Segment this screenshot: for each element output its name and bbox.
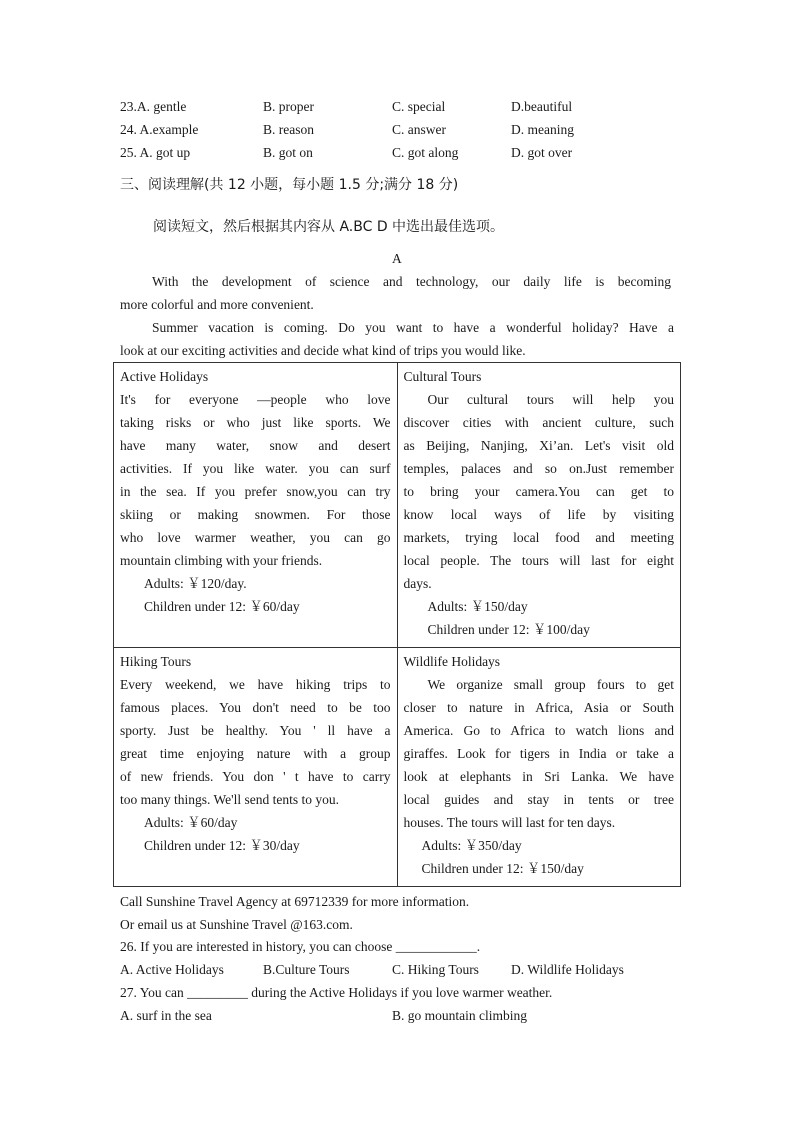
adult-price: Adults: ￥60/day	[144, 815, 238, 830]
option-b: B. proper	[263, 99, 314, 114]
box-line: closer to nature in Africa, Asia or South	[403, 700, 674, 715]
box-line: local people. The tours will last for eight	[403, 553, 674, 568]
contact-call: Call Sunshine Travel Agency at 69712339 for more information.	[120, 894, 470, 909]
option-a: 23.A. gentle	[120, 99, 187, 114]
adult-price: Adults: ￥120/day.	[144, 576, 247, 591]
box-line: days.	[403, 576, 432, 591]
adult-price: Adults: ￥150/day	[427, 599, 528, 614]
hiking-tours-box	[114, 648, 398, 887]
passage-label: A	[392, 251, 402, 266]
box-line: great time enjoying nature with a group	[120, 746, 391, 761]
option-a: A. Active Holidays	[120, 962, 224, 977]
option-b: B. got on	[263, 145, 313, 160]
trips-table	[113, 362, 681, 887]
box-line: giraffes. Look for tigers in India or take a	[403, 746, 674, 761]
option-a: 25. A. got up	[120, 145, 191, 160]
box-line: temples, palaces and so on.Just remember	[403, 461, 674, 476]
intro-paragraph-2-line-1: Summer vacation is coming. Do you want to have a wonderful holiday? Have a	[152, 320, 674, 335]
box-line: Every weekend, we have hiking trips to	[120, 677, 391, 692]
box-line: look at elephants in Sri Lanka. We have	[403, 769, 674, 784]
question-26-stem: 26. If you are interested in history, you can choose ____________.	[120, 939, 481, 954]
box-title: Cultural Tours	[403, 369, 482, 384]
box-line: sporty. Just be healthy. You ' ll have a	[120, 723, 391, 738]
active-holidays-box	[114, 363, 398, 648]
box-line: taking risks or who just like sports. We	[120, 415, 391, 430]
adult-price: Adults: ￥350/day	[421, 838, 522, 853]
box-title: Active Holidays	[120, 369, 209, 384]
section-title: 三、阅读理解(共 12 小题，每小题 1.5 分;满分 18 分)	[120, 177, 459, 193]
option-c: C. Hiking Tours	[392, 962, 479, 977]
box-line: houses. The tours will last for ten days.	[403, 815, 616, 830]
option-a: 24. A.example	[120, 122, 199, 137]
box-line: America. Go to Africa to watch lions and	[403, 723, 674, 738]
box-title: Hiking Tours	[120, 654, 192, 669]
box-line: It's for everyone —people who love	[120, 392, 391, 407]
box-line: discover cities with ancient culture, such	[403, 415, 674, 430]
box-line: know local ways of life by visiting	[403, 507, 674, 522]
box-line: Our cultural tours will help you	[427, 392, 674, 407]
box-line: markets, trying local food and meeting	[403, 530, 674, 545]
box-line: have many water, snow and desert	[120, 438, 391, 453]
wildlife-holidays-box	[397, 648, 681, 887]
option-d: D. got over	[511, 145, 573, 160]
option-d: D. Wildlife Holidays	[511, 962, 624, 977]
child-price: Children under 12: ￥30/day	[144, 838, 300, 853]
box-line: skiing or making snowmen. For those	[120, 507, 391, 522]
box-line: as Beijing, Nanjing, Xi’an. Let's visit old	[403, 438, 674, 453]
option-c: C. answer	[392, 122, 446, 137]
option-b: B.Culture Tours	[263, 962, 350, 977]
instruction: 阅读短文，然后根据其内容从 A.BC D 中选出最佳选项。	[153, 219, 505, 235]
intro-paragraph-2-line-2: look at our exciting activities and decide what kind of trips you would like.	[120, 343, 526, 358]
box-line: mountain climbing with your friends.	[120, 553, 323, 568]
box-line: We organize small group fours to get	[427, 677, 674, 692]
box-line: to bring your camera.You can get to	[403, 484, 674, 499]
box-title: Wildlife Holidays	[403, 654, 501, 669]
option-d: D. meaning	[511, 122, 574, 137]
box-line: of new friends. You don ' t have to carry	[120, 769, 391, 784]
option-c: C. got along	[392, 145, 459, 160]
question-27-stem: 27. You can _________ during the Active Holidays if you love warmer weather.	[120, 985, 553, 1000]
intro-paragraph-1-line-2: more colorful and more convenient.	[120, 297, 314, 312]
box-line: local guides and stay in tents or tree	[403, 792, 674, 807]
box-line: who love warmer weather, you can go	[120, 530, 391, 545]
box-line: activities. If you like water. you can surf	[120, 461, 391, 476]
child-price: Children under 12: ￥150/day	[421, 861, 584, 876]
box-line: in the sea. If you prefer snow,you can try	[120, 484, 391, 499]
intro-paragraph-1-line-1: With the development of science and technology, our daily life is becoming	[152, 274, 671, 289]
child-price: Children under 12: ￥60/day	[144, 599, 300, 614]
cultural-tours-box	[397, 363, 681, 648]
child-price: Children under 12: ￥100/day	[427, 622, 590, 637]
option-c: C. special	[392, 99, 446, 114]
contact-email: Or email us at Sunshine Travel @163.com.	[120, 917, 353, 932]
option-b: B. reason	[263, 122, 314, 137]
option-a: A. surf in the sea	[120, 1008, 212, 1023]
box-line: famous places. You don't need to be too	[120, 700, 391, 715]
option-b: B. go mountain climbing	[392, 1008, 527, 1023]
option-d: D.beautiful	[511, 99, 573, 114]
box-line: too many things. We'll send tents to you.	[120, 792, 339, 807]
